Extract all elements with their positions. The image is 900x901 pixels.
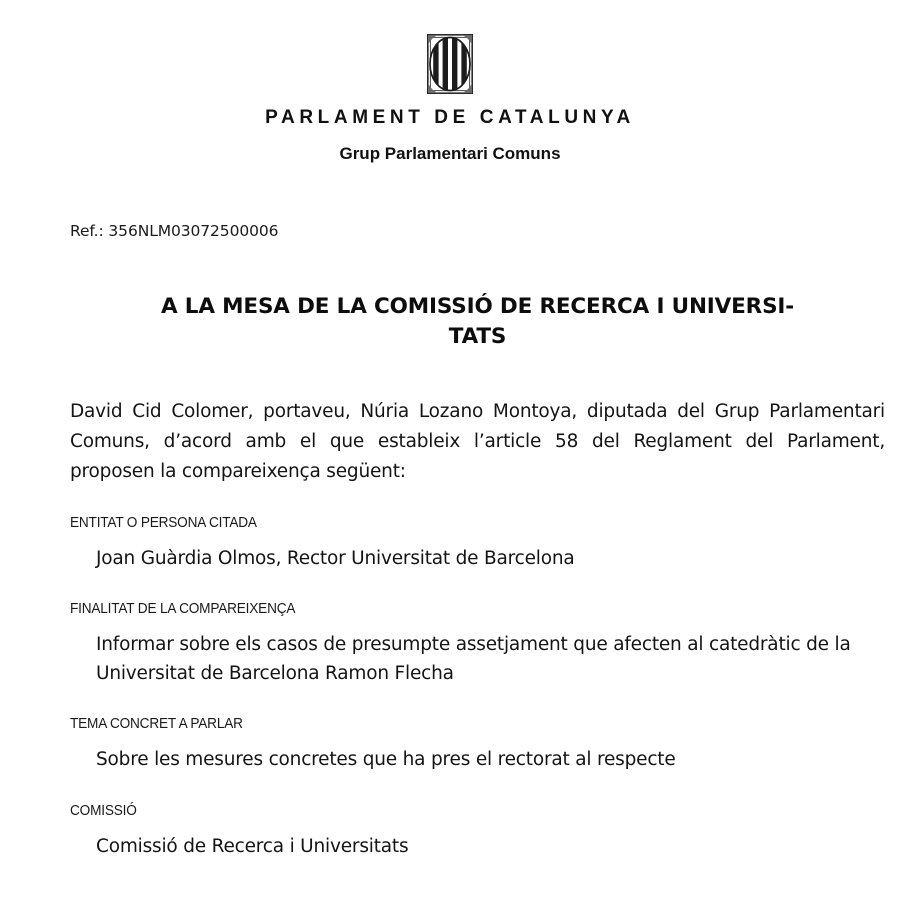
section-comissio [70, 803, 885, 861]
parliamentary-group-name: Grup Parlamentari Comuns [339, 143, 561, 163]
section-value: Informar sobre els casos de presumpte assetjament que afecten al catedràtic de la Universitat de Barcelona Ramon Flecha [96, 634, 851, 685]
section-label: FINALITAT DE LA COMPAREIXENÇA [70, 601, 296, 618]
organization-name: PARLAMENT DE CATALUNYA [265, 107, 635, 128]
section-tema-concret-a-parlar [70, 716, 885, 774]
page-title-line-1: A LA MESA DE LA COMISSIÓ DE RECERCA I UNIVERSI- [160, 293, 795, 319]
section-entitat-o-persona-citada [70, 515, 885, 573]
catalonia-parliament-crest-icon [427, 34, 473, 94]
letterhead [0, 0, 900, 164]
page-title-line-2: TATS [448, 324, 507, 350]
intro-paragraph: David Cid Colomer, portaveu, Núria Lozano Montoya, diputada del Grup Parlamentari Comuns, d’acord amb el que estableix l’article 58 del Reglament del Parlament, proposen la compareixença següent: [70, 400, 885, 482]
document-reference: Ref.: 356NLM03072500006 [70, 221, 279, 240]
section-label: TEMA CONCRET A PARLAR [70, 716, 243, 733]
section-value: Sobre les mesures concretes que ha pres el rectorat al respecte [96, 749, 676, 771]
section-label: COMISSIÓ [70, 802, 137, 819]
section-value: Joan Guàrdia Olmos, Rector Universitat de Barcelona [96, 547, 575, 569]
section-value: Comissió de Recerca i Universitats [96, 835, 409, 857]
document-body [70, 222, 885, 861]
section-finalitat-de-la-compareixenca [70, 601, 885, 688]
page-title [70, 292, 885, 353]
section-label: ENTITAT O PERSONA CITADA [70, 514, 257, 531]
